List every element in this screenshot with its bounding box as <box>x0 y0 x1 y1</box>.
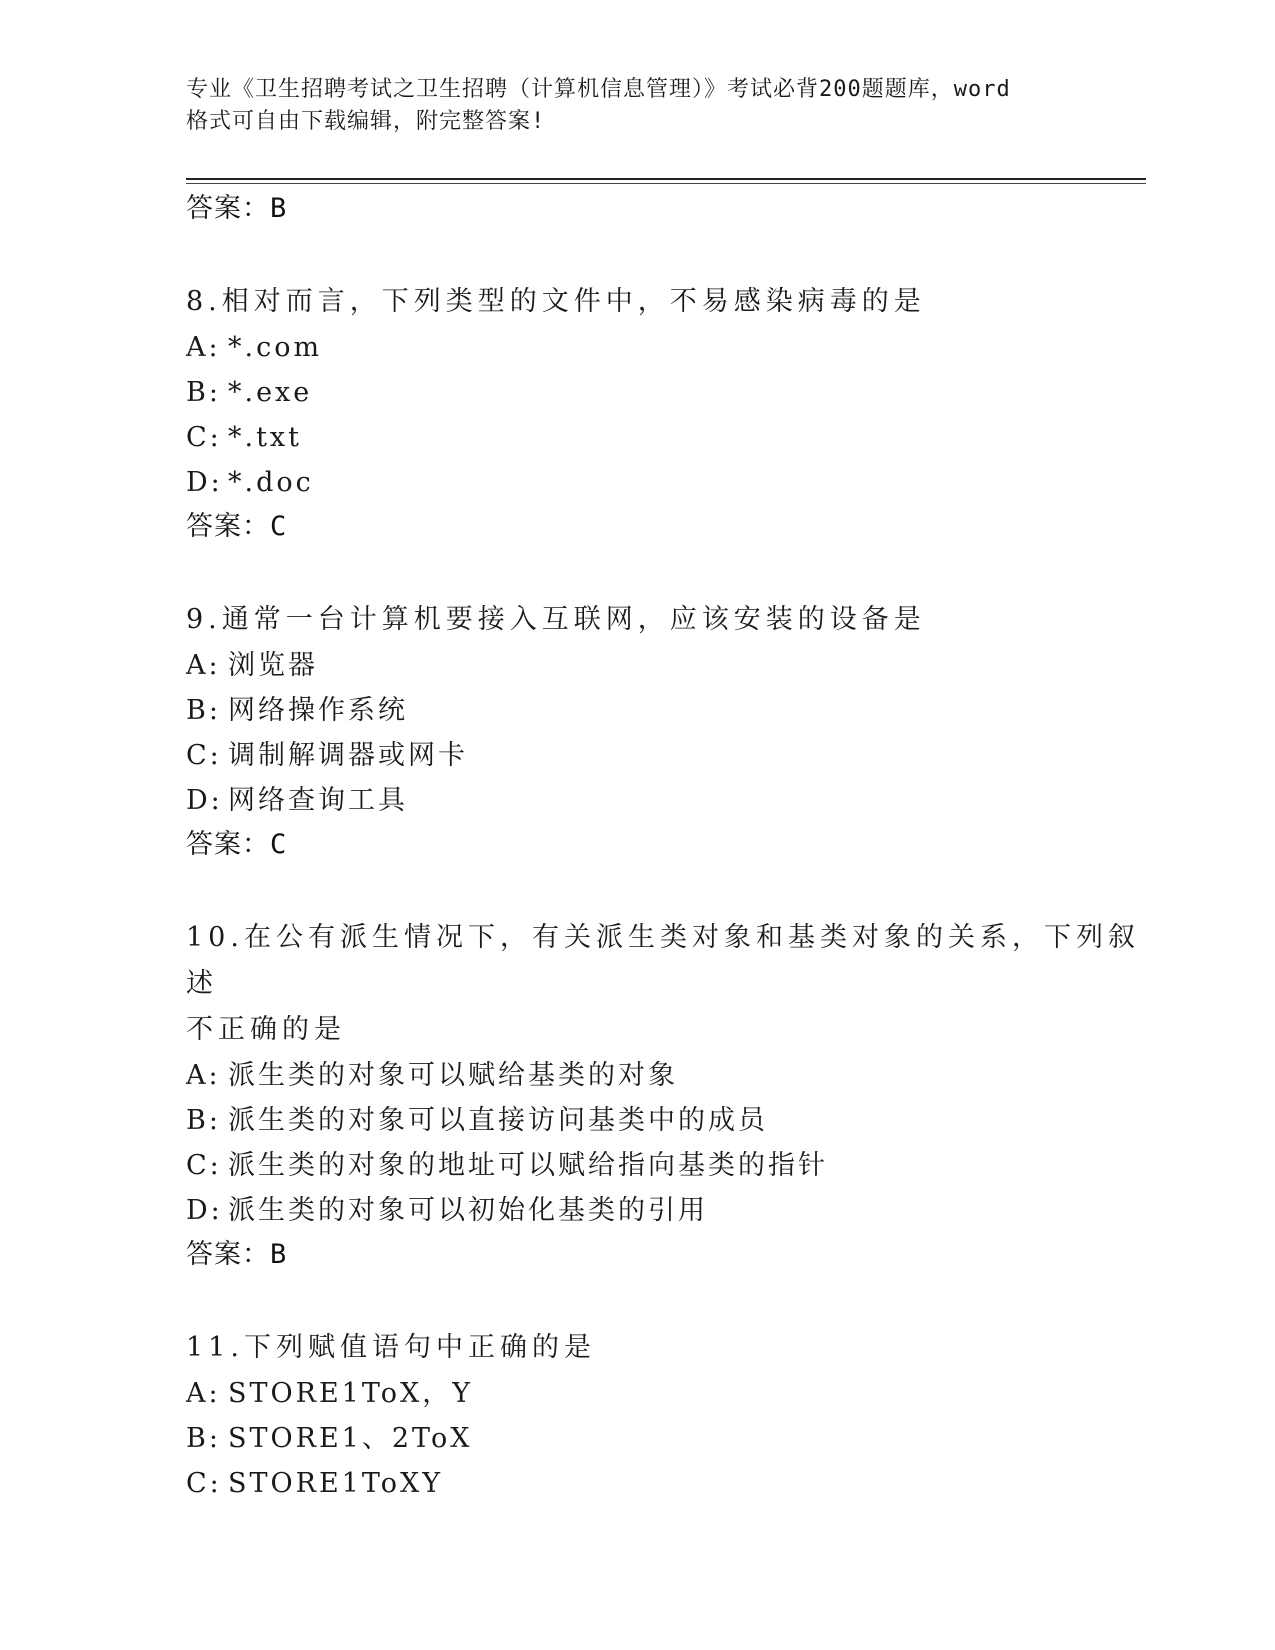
question-11 <box>186 1325 1146 1506</box>
answer-label: 答案：C <box>186 511 288 542</box>
option-c <box>186 415 1146 460</box>
answer-label: 答案：C <box>186 829 288 860</box>
option-d <box>186 1188 1146 1233</box>
option-text: 派生类的对象可以初始化基类的引用 <box>228 1195 708 1226</box>
option-a <box>186 643 1146 688</box>
question-10 <box>186 915 1146 1277</box>
option-b <box>186 370 1146 415</box>
option-text: 派生类的对象可以直接访问基类中的成员 <box>228 1105 768 1136</box>
option-text: STORE1ToX，Y <box>228 1378 474 1409</box>
option-letter: A: <box>186 332 221 363</box>
header-divider-thick <box>186 178 1146 180</box>
option-text: *.txt <box>228 422 303 453</box>
question-8 <box>186 279 1146 549</box>
question-list <box>186 187 1146 1506</box>
option-text: 派生类的对象可以赋给基类的对象 <box>228 1060 678 1091</box>
question-text-continued: 不正确的是 <box>186 1014 346 1045</box>
option-d <box>186 460 1146 505</box>
option-letter: B: <box>186 1423 221 1454</box>
question-text: 11.下列赋值语句中正确的是 <box>186 1332 596 1363</box>
option-letter: C: <box>186 422 222 453</box>
option-a <box>186 1371 1146 1416</box>
option-text: *.doc <box>228 467 314 498</box>
option-text: 派生类的对象的地址可以赋给指向基类的指针 <box>228 1150 828 1181</box>
question-text: 9.通常一台计算机要接入互联网，应该安装的设备是 <box>186 604 926 635</box>
question-text: 8.相对而言，下列类型的文件中，不易感染病毒的是 <box>186 286 926 317</box>
previous-answer: 答案：B <box>186 193 288 224</box>
header-divider-thin <box>186 183 1146 184</box>
spacer <box>186 1277 1146 1325</box>
option-a <box>186 1053 1146 1098</box>
header-line-2: 格式可自由下载编辑，附完整答案! <box>186 109 546 134</box>
option-letter: B: <box>186 377 221 408</box>
question-text: 10.在公有派生情况下，有关派生类对象和基类对象的关系，下列叙述 <box>186 922 1140 999</box>
option-letter: B: <box>186 1105 221 1136</box>
option-letter: C: <box>186 1150 222 1181</box>
option-text: *.com <box>228 332 323 363</box>
option-a <box>186 325 1146 370</box>
option-text: 网络操作系统 <box>228 695 408 726</box>
option-letter: C: <box>186 1468 222 1499</box>
header-line-1: 专业《卫生招聘考试之卫生招聘（计算机信息管理）》考试必背200题题库，word <box>186 77 1011 102</box>
question-9 <box>186 597 1146 867</box>
option-text: STORE1ToXY <box>228 1468 444 1499</box>
option-b <box>186 1416 1146 1461</box>
option-text: *.exe <box>228 377 313 408</box>
option-text: 调制解调器或网卡 <box>228 740 468 771</box>
option-letter: D: <box>186 467 223 498</box>
answer-label: 答案：B <box>186 1239 288 1270</box>
option-letter: A: <box>186 650 221 681</box>
spacer <box>186 231 1146 279</box>
option-c <box>186 1461 1146 1506</box>
option-c <box>186 1143 1146 1188</box>
option-letter: A: <box>186 1378 221 1409</box>
option-text: STORE1、2ToX <box>228 1423 473 1454</box>
option-letter: B: <box>186 695 221 726</box>
spacer <box>186 549 1146 597</box>
option-d <box>186 778 1146 823</box>
option-text: 网络查询工具 <box>228 785 408 816</box>
option-letter: C: <box>186 740 222 771</box>
spacer <box>186 867 1146 915</box>
option-b <box>186 1098 1146 1143</box>
option-text: 浏览器 <box>228 650 318 681</box>
option-letter: D: <box>186 785 223 816</box>
document-header <box>186 74 1106 138</box>
option-c <box>186 733 1146 778</box>
option-letter: D: <box>186 1195 223 1226</box>
option-letter: A: <box>186 1060 221 1091</box>
option-b <box>186 688 1146 733</box>
